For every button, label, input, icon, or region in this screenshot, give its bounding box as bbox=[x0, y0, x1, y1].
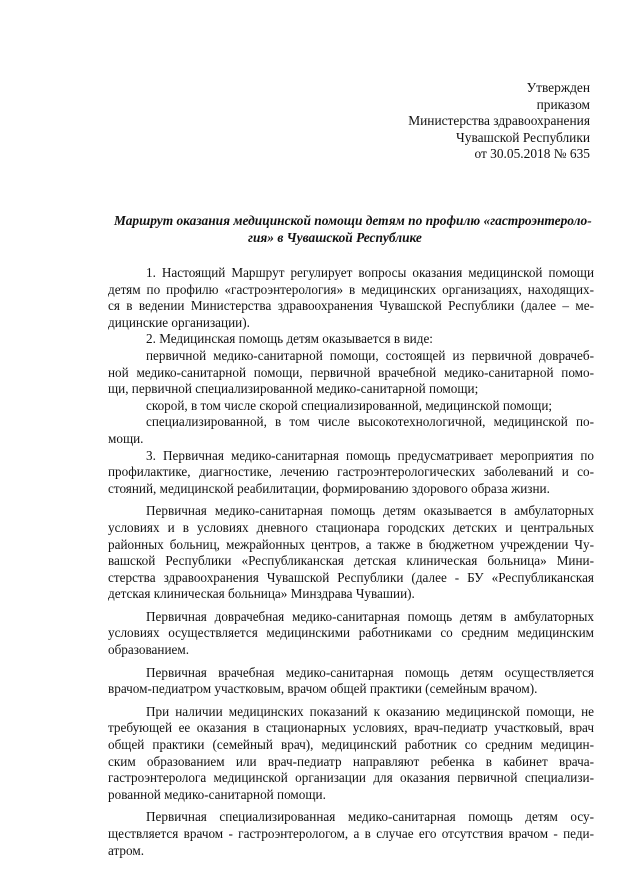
body-line: 1. Настоящий Маршрут регулирует вопросы оказания медицинской помощи bbox=[146, 265, 594, 280]
body-line: первичной медико-санитарной помощи, состоящей из первичной доврачеб- bbox=[146, 347, 594, 363]
body-line: ся в ведении Министерства здравоохранения Чувашской Республики (далее – ме- bbox=[108, 298, 594, 314]
body-line: мощи. bbox=[108, 430, 144, 446]
body-line: требующей ее оказания в стационарных условиях, врач-педиатр участковый, врач bbox=[108, 720, 594, 736]
body-line: Первичная медико-санитарная помощь детям оказывается в амбулаторных bbox=[146, 503, 594, 519]
body-line: гастроэнтеролога медицинской организации для оказания первичной специализи- bbox=[108, 770, 594, 786]
body-line: скорой, в том числе скорой специализированной, медицинской помощи; bbox=[146, 397, 553, 413]
body-line: районных больниц, межрайонных центров, а также в бюджетном учреждении Чу- bbox=[108, 536, 594, 552]
body-line: образованием. bbox=[108, 642, 189, 658]
body-line: врачом-педиатром участковым, врачом общей практики (семейным врачом). bbox=[108, 681, 538, 697]
body-line: условиях осуществляется медицинскими работниками со средним медицинским bbox=[108, 625, 594, 641]
approval-line: Чувашской Республики bbox=[456, 129, 590, 145]
body-line: детская клиническая больница» Минздрава Чувашии). bbox=[108, 586, 415, 602]
body-line: общей практики (семейный врач), медицинский работник со средним медицин- bbox=[108, 737, 594, 753]
approval-block bbox=[310, 80, 590, 163]
body-line: При наличии медицинских показаний к оказанию медицинской помощи, не bbox=[146, 703, 594, 719]
body-line: ским образованием или врач-педиатр направляют ребенка в кабинет врача- bbox=[108, 753, 594, 769]
body-line: атром. bbox=[108, 842, 145, 858]
approval-line: приказом bbox=[536, 96, 590, 112]
document-title bbox=[108, 213, 594, 246]
body-line: вашской Республики «Республиканская детская клиническая больница» Мини- bbox=[108, 553, 594, 569]
body-line: рованной медико-санитарной помощи. bbox=[108, 786, 326, 802]
approval-line: Утвержден bbox=[526, 80, 590, 95]
body-line: профилактике, диагностике, лечению гастроэнтерологических заболеваний и со- bbox=[108, 464, 594, 480]
body-line: условиях и в условиях дневного стационара городских детских и центральных bbox=[108, 519, 594, 535]
body-line: детям по профилю «гастроэнтерология» в медицинских организациях, находящих- bbox=[108, 281, 594, 297]
document-body bbox=[108, 265, 594, 859]
body-line: Первичная специализированная медико-санитарная помощь детям осу- bbox=[146, 809, 594, 825]
body-line: 2. Медицинская помощь детям оказывается в виде: bbox=[146, 331, 433, 347]
title-line: Маршрут оказания медицинской помощи детям по профилю «гастроэнтероло- bbox=[114, 213, 592, 228]
body-line: стерства здравоохранения Чувашской Республики (далее - БУ «Республиканская bbox=[108, 569, 594, 585]
title-line: гия» в Чувашской Республике bbox=[248, 229, 422, 245]
body-line: специализированной, в том числе высокотехнологичной, медицинской по- bbox=[146, 414, 594, 430]
body-line: стояний, медицинской реабилитации, формированию здорового образа жизни. bbox=[108, 480, 550, 496]
approval-line: Министерства здравоохранения bbox=[408, 113, 590, 129]
body-line: щи, первичной специализированной медико-санитарной помощи; bbox=[108, 381, 479, 397]
body-line: Первичная доврачебная медико-санитарная помощь детям в амбулаторных bbox=[146, 608, 594, 624]
body-line: ществляется врачом - гастроэнтерологом, а в случае его отсутствия врачом - педи- bbox=[108, 826, 594, 841]
body-line: ной медико-санитарной помощи, первичной врачебной медико-санитарной помо- bbox=[108, 364, 594, 380]
approval-line: от 30.05.2018 № 635 bbox=[474, 146, 590, 162]
body-line: 3. Первичная медико-санитарная помощь предусматривает мероприятия по bbox=[146, 447, 594, 463]
body-line: дицинские организации). bbox=[108, 314, 250, 330]
body-line: Первичная врачебная медико-санитарная помощь детям осуществляется bbox=[146, 664, 594, 680]
